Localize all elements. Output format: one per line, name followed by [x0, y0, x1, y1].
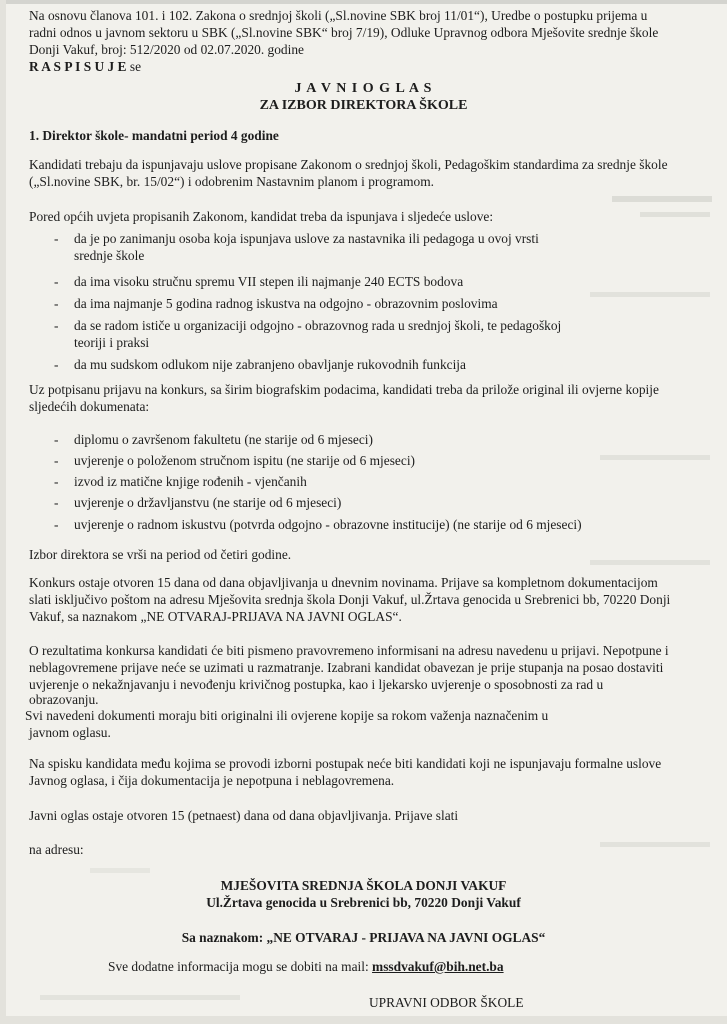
contact-text: Sve dodatne informacija mogu se dobiti na mail: — [108, 959, 369, 974]
condition-1-line-2: srednje škole — [74, 248, 145, 263]
condition-1-line-1: da je po zanimanju osoba koja ispunjava uslove za nastavnika ili pedagoga u ovoj vrsti — [74, 231, 539, 246]
intro-line-3: Donji Vakuf, broj: 512/2020 od 02.07.2020. godine — [29, 42, 304, 57]
documents-intro-line-1: Uz potpisanu prijavu na konkurs, sa širim biografskim podacima, kandidati treba da prilože original ili ovjerne kopije — [29, 382, 659, 397]
dokumenti-line-2: javnom oglasu. — [29, 725, 111, 740]
candidates-text-line-2: („Sl.novine SBK, br. 15/02“) i odobrenim Nastavnim planom i programom. — [29, 174, 435, 189]
condition-bullet: - — [54, 296, 59, 311]
document-item-2: uvjerenje o položenom stručnom ispitu (ne starije od 6 mjeseci) — [74, 453, 415, 468]
konkurs-line-1: Konkurs ostaje otvoren 15 dana od dana objavljivanja u dnevnim novinama. Prijave sa kompletnom dokumentacijom — [29, 575, 658, 590]
address-school-name: MJEŠOVITA SREDNJA ŠKOLA DONJI VAKUF — [220, 878, 507, 893]
document-item-1: diplomu o završenom fakultetu (ne starije od 6 mjeseci) — [74, 432, 373, 447]
documents-intro-line-2: sljedećih dokumenata: — [29, 399, 150, 414]
title-javni-oglas: J A V N I O G L A S — [294, 81, 433, 96]
condition-bullet: - — [54, 318, 59, 333]
raspisuje-word: R A S P I S U J E — [29, 59, 127, 74]
document-bullet: - — [54, 474, 59, 489]
konkurs-line-3: Vakuf, sa naznakom „NE OTVARAJ-PRIJAVA NA JAVNI OGLAS“. — [29, 609, 402, 624]
signature-upravni-odbor: UPRAVNI ODBOR ŠKOLE — [369, 995, 524, 1010]
scan-edge-bottom — [0, 1016, 727, 1024]
document-item-3: izvod iz matične knjige rođenih - vjenčanih — [74, 474, 307, 489]
condition-bullet: - — [54, 231, 59, 246]
address-street: Ul.Žrtava genocida u Srebrenici bb, 70220 Donji Vakuf — [206, 895, 521, 910]
condition-5: da mu sudskom odlukom nije zabranjeno obavljanje rukovodnih funkcija — [74, 357, 466, 372]
rezultati-line-3: uvjerenje o nekažnjavanju i nevođenju krivičnog postupka, kao i ljekarsko uvjerenje o sposobnosti za rad u — [29, 677, 604, 692]
condition-4-line-1: da se radom ističe u organizaciji odgojno - obrazovnog rada u srednjoj školi, te pedagoškoj — [74, 318, 562, 333]
konkurs-line-2: slati isključivo poštom na adresu Mješovita srednja škola Donji Vakuf, ul.Žrtava genocida u Srebrenici bb, 70220 Donji — [29, 592, 671, 607]
section-1-heading: 1. Direktor škole- mandatni period 4 godine — [29, 128, 279, 143]
condition-bullet: - — [54, 274, 59, 289]
intro-line-2: radni odnos u javnom sektoru u SBK („Sl.novine SBK“ broj 7/19), Odluke Upravnog odbora Mješovite srednje škole — [29, 25, 659, 40]
candidates-text-line-1: Kandidati trebaju da ispunjavaju uslove propisane Zakonom o srednjoj školi, Pedagoškim standardima za srednje škole — [29, 157, 668, 172]
spisak-line-1: Na spisku kandidata među kojima se provodi izborni postupak neće biti kandidati koji ne ispunjavaju formalne uslove — [29, 756, 662, 771]
scan-edge-left — [0, 0, 6, 1024]
title-izbor-direktora: ZA IZBOR DIREKTORA ŠKOLE — [259, 98, 468, 113]
document-item-5: uvjerenje o radnom iskustvu (potvrda odgojno - obrazovne institucije) (ne starije od 6 mjeseci) — [74, 517, 582, 532]
document-bullet: - — [54, 495, 59, 510]
dokumenti-line-1: Svi navedeni dokumenti moraju biti originalni ili ovjerene kopije sa rokom važenja naznačenim u — [25, 708, 549, 723]
intro-line-1: Na osnovu članova 101. i 102. Zakona o srednjoj školi („Sl.novine SBK broj 11/01“), Uredbe o postupku prijema u — [29, 8, 648, 23]
condition-4-line-2: teoriji i praksi — [74, 335, 150, 350]
condition-bullet: - — [54, 357, 59, 372]
rezultati-line-1: O rezultatima konkursa kandidati će biti pismeno pravovremeno informisani na adresu navedenu u prijavi. Nepotpune i — [29, 643, 669, 658]
contact-line — [108, 958, 504, 975]
scan-edge-top — [0, 0, 727, 4]
period-paragraph: Izbor direktora se vrši na period od četiri godine. — [29, 547, 292, 562]
raspisuje-line — [29, 58, 141, 75]
contact-email-link[interactable]: mssdvakuf@bih.net.ba — [372, 959, 504, 974]
condition-3: da ima najmanje 5 godina radnog iskustva na odgojno - obrazovnim poslovima — [74, 296, 498, 311]
otvoren-paragraph: Javni oglas ostaje otvoren 15 (petnaest) dana od dana objavljivanja. Prijave slati — [29, 808, 459, 823]
document-bullet: - — [54, 432, 59, 447]
document-bullet: - — [54, 453, 59, 468]
document-item-4: uvjerenje o državljanstvu (ne starije od 6 mjeseci) — [74, 495, 342, 510]
conditions-intro: Pored općih uvjeta propisanih Zakonom, kandidat treba da ispunjava i sljedeće uslove: — [29, 209, 494, 224]
address-marking: Sa naznakom: „NE OTVARAJ - PRIJAVA NA JAVNI OGLAS“ — [181, 930, 546, 945]
rezultati-line-2: neblagovremene prijave neće se uzimati u razmatranje. Izabrani kandidat obavezan je prije stupanja na posao dostaviti — [29, 660, 664, 675]
rezultati-line-4: obrazovanju. — [29, 692, 99, 707]
condition-2: da ima visoku stručnu spremu VII stepen ili najmanje 240 ECTS bodova — [74, 274, 464, 289]
document-bullet: - — [54, 517, 59, 532]
raspisuje-suffix: se — [129, 59, 142, 74]
na-adresu: na adresu: — [29, 842, 84, 857]
spisak-line-2: Javnog oglasa, i čija dokumentacija je nepotpuna i neblagovremena. — [29, 773, 395, 788]
